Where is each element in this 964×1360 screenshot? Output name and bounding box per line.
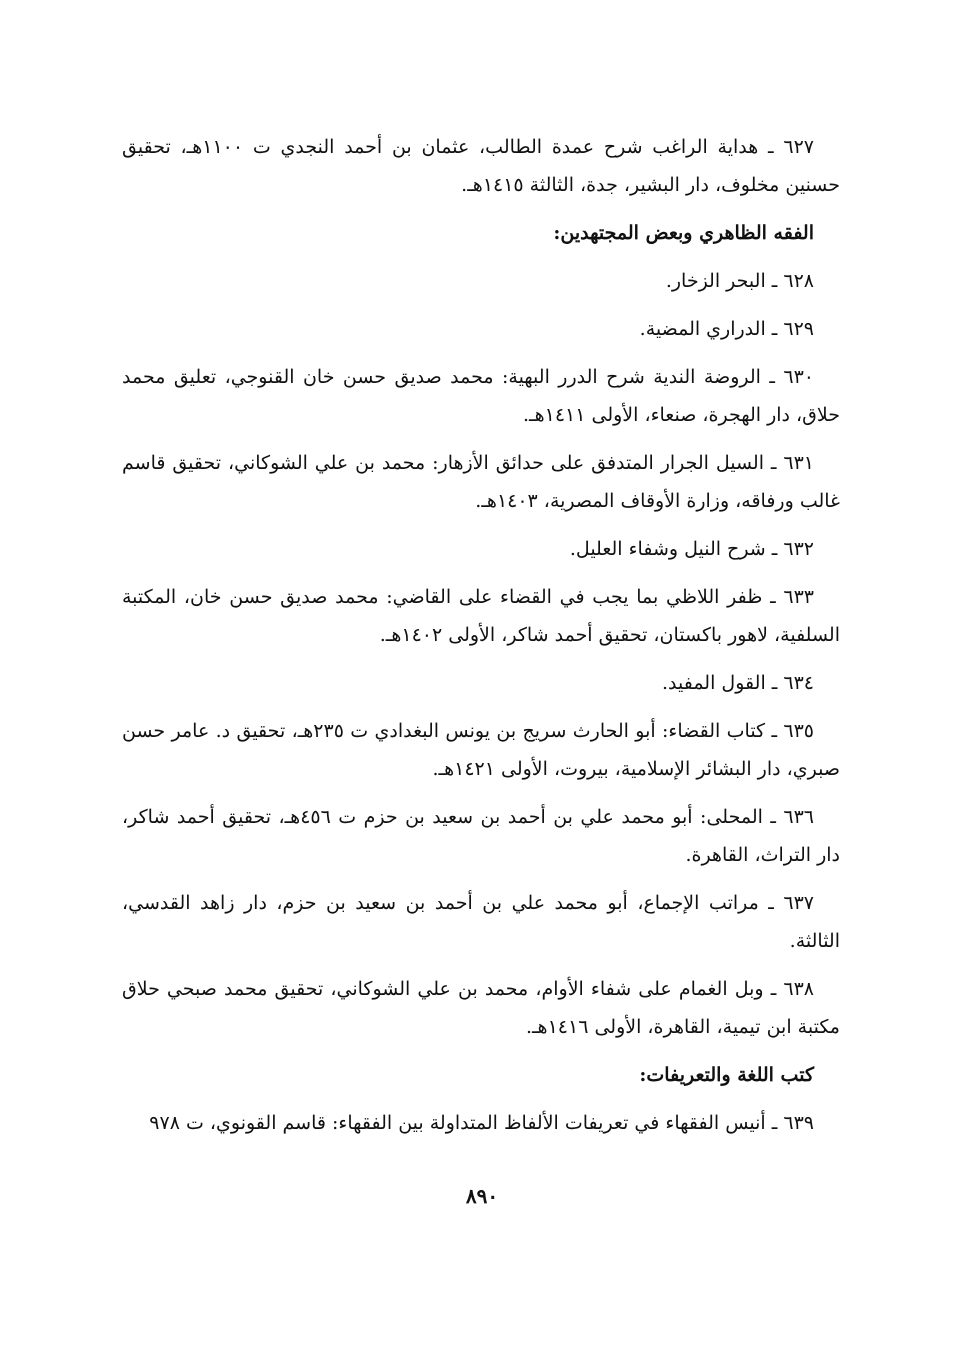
reference-entry-634: ٦٣٤ ـ القول المفيد. xyxy=(661,672,814,694)
reference-entry-633: ٦٣٣ ـ ظفر اللاظي بما يجب في القضاء على القاضي: محمد صديق حسن خان، المكتبة السلفية، لاهور باكستان، تحقيق أحمد شاكر، الأولى ١٤٠٢هـ. xyxy=(122,586,840,646)
reference-entry-639: ٦٣٩ ـ أنيس الفقهاء في تعريفات الألفاظ المتداولة بين الفقهاء: قاسم القونوي، ت ٩٧٨ xyxy=(149,1112,814,1134)
reference-entry-629: ٦٢٩ ـ الدراري المضية. xyxy=(639,318,814,340)
reference-entry-631: ٦٣١ ـ السيل الجرار المتدفق على حدائق الأزهار: محمد بن علي الشوكاني، تحقيق قاسم غالب ورفاقه، وزارة الأوقاف المصرية، ١٤٠٣هـ. xyxy=(122,452,840,512)
reference-entry-637: ٦٣٧ ـ مراتب الإجماع، أبو محمد علي بن أحمد بن سعيد بن حزم، دار زاهد القدسي، الثالثة. xyxy=(122,892,840,952)
reference-entry-638: ٦٣٨ ـ وبل الغمام على شفاء الأوام، محمد بن علي الشوكاني، تحقيق محمد صبحي حلاق مكتبة ابن تيمية، القاهرة، الأولى ١٤١٦هـ. xyxy=(122,978,840,1038)
reference-entry-636: ٦٣٦ ـ المحلى: أبو محمد علي بن أحمد بن سعيد بن حزم ت ٤٥٦هـ، تحقيق أحمد شاكر، دار التراث، القاهرة. xyxy=(122,806,840,866)
reference-entry-635: ٦٣٥ ـ كتاب القضاء: أبو الحارث سريج بن يونس البغدادي ت ٢٣٥هـ، تحقيق د. عامر حسن صبري، دار البشائر الإسلامية، بيروت، الأولى ١٤٢١هـ. xyxy=(122,720,840,780)
reference-entry-632: ٦٣٢ ـ شرح النيل وشفاء العليل. xyxy=(569,538,814,560)
reference-entry-628: ٦٢٨ ـ البحر الزخار. xyxy=(665,270,814,292)
page-number: ٨٩٠ xyxy=(465,1184,499,1208)
reference-entry-630: ٦٣٠ ـ الروضة الندية شرح الدرر البهية: محمد صديق حسن خان القنوجي، تعليق محمد حلاق، دار الهجرة، صنعاء، الأولى ١٤١١هـ. xyxy=(122,366,840,426)
section-heading-zahiri-fiqh: الفقه الظاهري وبعض المجتهدين: xyxy=(553,222,814,244)
page-body xyxy=(122,128,840,1152)
reference-entry-627: ٦٢٧ ـ هداية الراغب شرح عمدة الطالب، عثمان بن أحمد النجدي ت ١١٠٠هـ، تحقيق حسنين مخلوف، دار البشير، جدة، الثالثة ١٤١٥هـ. xyxy=(122,136,840,196)
section-heading-language-definitions: كتب اللغة والتعريفات: xyxy=(639,1064,814,1086)
